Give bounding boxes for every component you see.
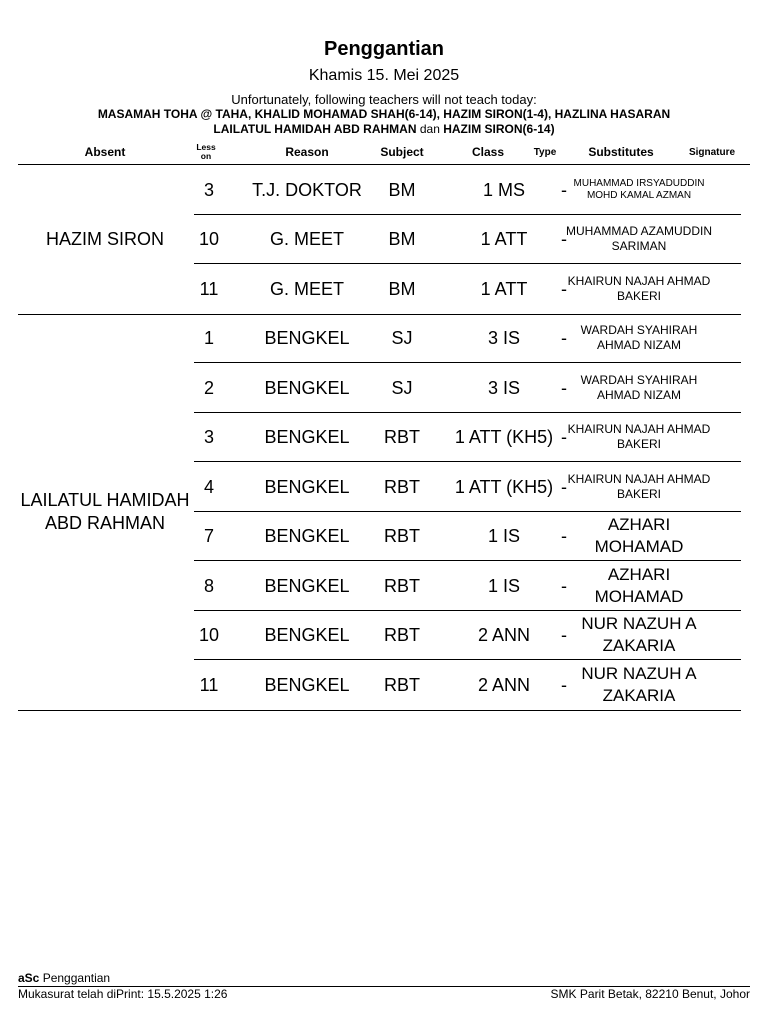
substitute-cell: NUR NAZUH A ZAKARIA — [581, 663, 697, 705]
absent-teacher-group — [18, 165, 741, 315]
type-cell: - — [561, 674, 567, 695]
header-substitutes: Substitutes — [588, 145, 654, 159]
absent-list-line-2 — [0, 122, 768, 137]
class-cell: 2 ANN — [477, 674, 531, 695]
type-cell: - — [561, 328, 567, 348]
table-row — [194, 611, 741, 661]
date-subtitle: Khamis 15. Mei 2025 — [308, 67, 460, 84]
header-absent: Absent — [84, 145, 126, 159]
table-row — [194, 215, 741, 265]
subject-cell: RBT — [384, 625, 420, 645]
subject-cell: RBT — [384, 674, 420, 695]
type-cell: - — [561, 377, 567, 398]
substitute-cell: MUHAMMAD IRSYADUDDIN MOHD KAMAL AZMAN — [573, 178, 705, 201]
reason-cell: T.J. DOKTOR — [252, 179, 362, 200]
substitute-cell: KHAIRUN NAJAH AHMAD BAKERI — [567, 273, 711, 303]
table-row — [194, 660, 741, 710]
substitute-cell: NUR NAZUH A ZAKARIA — [581, 614, 697, 655]
table-header — [18, 140, 750, 165]
reason-cell: BENGKEL — [264, 427, 350, 447]
lesson-cell: 10 — [198, 229, 220, 249]
lesson-cell: 8 — [203, 575, 214, 596]
table-row — [194, 165, 741, 215]
absent-teacher-name: LAILATUL HAMIDAH ABD RAHMAN — [20, 489, 190, 533]
table-row — [194, 363, 741, 413]
footer-app-label — [18, 971, 110, 985]
class-cell: 1 ATT (KH5) — [454, 476, 554, 497]
footer-bottom — [18, 987, 750, 1001]
absence-notice: Unfortunately, following teachers will not teach today: — [231, 92, 537, 107]
subject-cell: BM — [388, 179, 416, 200]
type-cell: - — [561, 179, 567, 200]
substitute-cell: AZHARI MOHAMAD — [594, 564, 684, 606]
subject-cell: RBT — [384, 476, 420, 497]
subject-cell: RBT — [384, 526, 420, 546]
header-lesson: Less on — [196, 142, 216, 161]
lesson-cell: 3 — [203, 427, 214, 447]
class-cell: 1 IS — [487, 526, 521, 546]
type-cell: - — [561, 575, 567, 596]
substitute-cell: KHAIRUN NAJAH AHMAD BAKERI — [567, 422, 711, 451]
class-cell: 1 ATT — [480, 229, 528, 249]
subject-cell: BM — [388, 278, 416, 299]
footer-app-name: Penggantian — [39, 971, 111, 985]
reason-cell: BENGKEL — [264, 476, 350, 497]
subject-cell: RBT — [384, 427, 420, 447]
lesson-cell: 2 — [203, 377, 214, 398]
reason-cell: BENGKEL — [264, 328, 350, 348]
table-row — [194, 314, 741, 364]
lesson-cell: 11 — [199, 278, 219, 299]
header-type: Type — [533, 146, 557, 158]
subject-cell: SJ — [391, 328, 413, 348]
table-row — [194, 264, 741, 314]
reason-cell: BENGKEL — [264, 625, 350, 645]
footer-brand: aSc — [18, 971, 40, 985]
class-cell: 3 IS — [487, 328, 521, 348]
substitute-cell: MUHAMMAD AZAMUDDIN SARIMAN — [566, 224, 712, 253]
absent-list-conjunction: dan — [416, 122, 444, 136]
substitute-cell: WARDAH SYAHIRAH AHMAD NIZAM — [580, 372, 698, 402]
lesson-cell: 11 — [199, 674, 219, 695]
reason-cell: BENGKEL — [264, 674, 350, 695]
page-title: Penggantian — [323, 38, 444, 60]
lesson-cell: 1 — [203, 328, 214, 348]
subject-cell: SJ — [391, 377, 413, 398]
reason-cell: BENGKEL — [264, 575, 350, 596]
type-cell: - — [561, 476, 567, 497]
header-reason: Reason — [285, 145, 329, 159]
footer-school: SMK Parit Betak, 82210 Benut, Johor — [550, 987, 750, 1001]
absent-teachers-list — [0, 107, 768, 137]
header-signature: Signature — [688, 146, 736, 158]
reason-cell: G. MEET — [269, 229, 344, 249]
subject-cell: BM — [388, 229, 416, 249]
header-class: Class — [471, 145, 505, 159]
header-subject: Subject — [380, 145, 424, 159]
type-cell: - — [561, 526, 567, 546]
class-cell: 1 ATT — [480, 278, 528, 299]
table-row — [194, 512, 741, 562]
lesson-cell: 10 — [198, 625, 220, 645]
reason-cell: BENGKEL — [264, 526, 350, 546]
type-cell: - — [561, 229, 567, 249]
reason-cell: G. MEET — [269, 278, 344, 299]
absent-list-name-a: LAILATUL HAMIDAH ABD RAHMAN — [213, 122, 417, 136]
class-cell: 2 ANN — [477, 625, 531, 645]
table-row — [194, 413, 741, 463]
absent-teacher-group — [18, 314, 741, 711]
table-row — [194, 561, 741, 611]
type-cell: - — [561, 278, 567, 299]
absent-teacher-name: HAZIM SIRON — [45, 228, 164, 249]
absent-list-line-1: MASAMAH TOHA @ TAHA, KHALID MOHAMAD SHAH(6-14), HAZIM SIRON(1-4), HAZLINA HASARAN — [97, 107, 671, 121]
reason-cell: BENGKEL — [264, 377, 350, 398]
type-cell: - — [561, 625, 567, 645]
subject-cell: RBT — [384, 575, 420, 596]
class-cell: 1 IS — [487, 575, 521, 596]
class-cell: 1 ATT (KH5) — [454, 427, 554, 447]
class-cell: 1 MS — [482, 179, 525, 200]
substitute-cell: KHAIRUN NAJAH AHMAD BAKERI — [567, 471, 711, 501]
lesson-cell: 7 — [203, 526, 214, 546]
type-cell: - — [561, 427, 567, 447]
substitute-cell: AZHARI MOHAMAD — [594, 515, 684, 556]
substitute-cell: WARDAH SYAHIRAH AHMAD NIZAM — [580, 323, 698, 352]
absent-list-name-b: HAZIM SIRON(6-14) — [443, 122, 555, 136]
lesson-cell: 4 — [203, 476, 214, 497]
footer-print-info: Mukasurat telah diPrint: 15.5.2025 1:26 — [18, 987, 228, 1001]
class-cell: 3 IS — [487, 377, 521, 398]
lesson-cell: 3 — [203, 179, 214, 200]
table-row — [194, 462, 741, 512]
